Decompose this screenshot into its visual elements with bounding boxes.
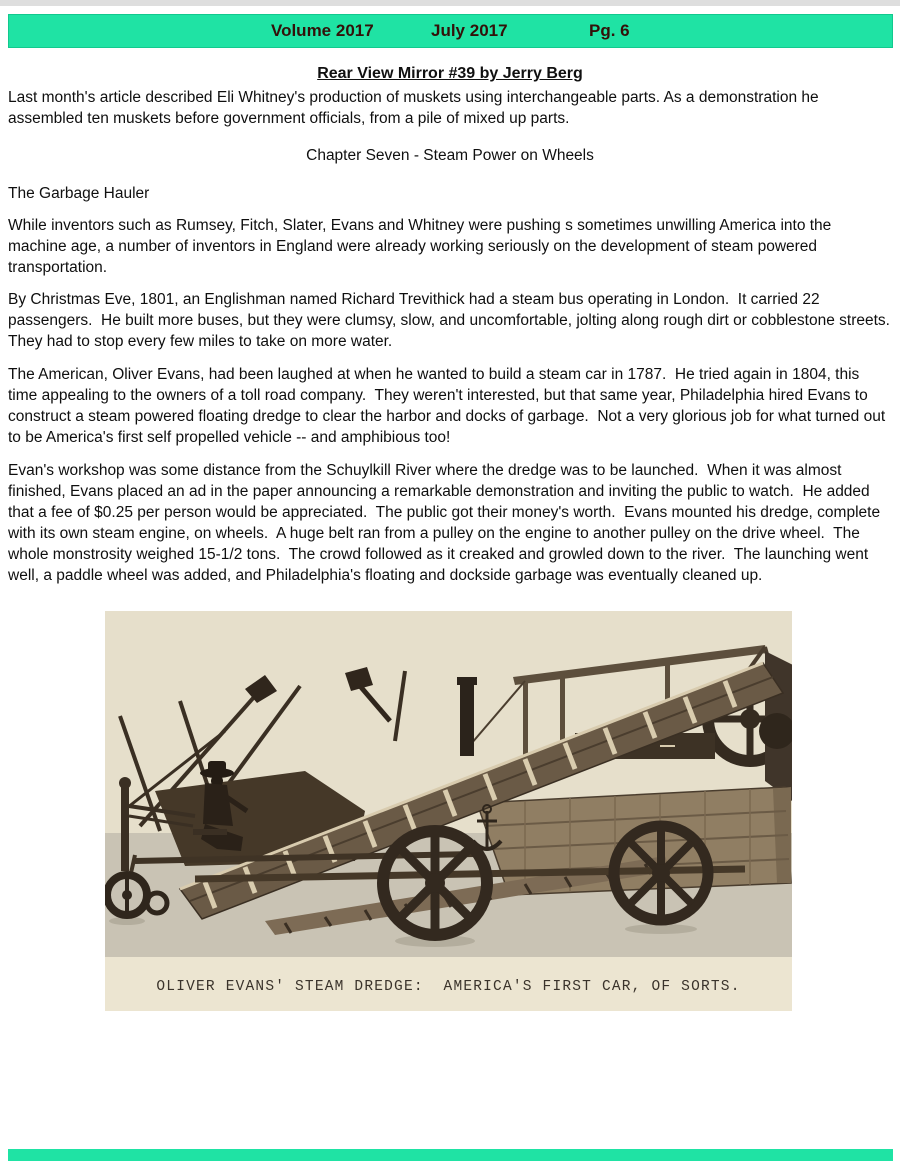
paragraph-workshop: Evan's workshop was some distance from the Schuylkill River where the dredge was to be launched. When it was almost finished, Evans placed an ad in the paper announcing a remarkable demonstration and inviting the public to watch. He added that a fee of $0.25 per person would be appreciated. The public got their money's worth. Evans mounted his dredge, complete with its own steam engine, on wheels. A huge belt ran from a pulley on the engine to another pulley on the drive wheel. The whole monstrosity weighed 15-1/2 tons. The crowd followed as it creaked and growled down to the river. The launching went well, a paddle wheel was added, and Philadelphia's floating and dockside garbage was eventually cleaned up. bbox=[8, 462, 885, 584]
paragraph-evans: The American, Oliver Evans, had been laughed at when he wanted to build a steam car in 1787. He tried again in 1804, this time appealing to the owners of a toll road company. They weren't interested, but that same year, Philadelphia hired Evans to construct a steam powered floating dredge to clear the harbor and docks of garbage. Not a very glorious job for what turned out to be America's first self propelled vehicle -- and amphibious too! bbox=[8, 366, 890, 446]
banner-date: July 2017 bbox=[431, 21, 508, 40]
article-body bbox=[0, 63, 900, 1011]
header-banner bbox=[8, 14, 893, 48]
paragraph-inventors: While inventors such as Rumsey, Fitch, Slater, Evans and Whitney were pushing s sometimes unwilling America into the machine age, a number of inventors in England were already working seriously on the development of steam powered transportation. bbox=[8, 217, 836, 276]
chapter-heading: Chapter Seven - Steam Power on Wheels bbox=[306, 147, 594, 164]
paragraph-trevithick: By Christmas Eve, 1801, an Englishman named Richard Trevithick had a steam bus operating in London. It carried 22 passengers. He built more buses, but they were clumsy, slow, and uncomfortable, jolting along rough dirt or cobblestone streets. They had to stop every few miles to take on more water. bbox=[8, 291, 899, 350]
photo-caption: OLIVER EVANS' STEAM DREDGE: AMERICA'S FIRST CAR, OF SORTS. bbox=[156, 979, 741, 995]
steam-dredge-illustration bbox=[105, 611, 792, 1011]
footer-banner bbox=[8, 1149, 893, 1161]
chimney bbox=[460, 681, 474, 756]
steam-dredge-photo bbox=[105, 611, 792, 1011]
article-title: Rear View Mirror #39 by Jerry Berg bbox=[317, 65, 583, 82]
page-top-edge bbox=[0, 0, 900, 6]
banner-page-number: Pg. 6 bbox=[589, 21, 630, 40]
banner-volume: Volume 2017 bbox=[271, 21, 374, 40]
section-heading: The Garbage Hauler bbox=[8, 185, 150, 202]
paragraph-intro: Last month's article described Eli Whitney's production of muskets using interchangeable parts. As a demonstration he assembled ten muskets before government officials, from a pile of mixed up parts. bbox=[8, 89, 823, 127]
